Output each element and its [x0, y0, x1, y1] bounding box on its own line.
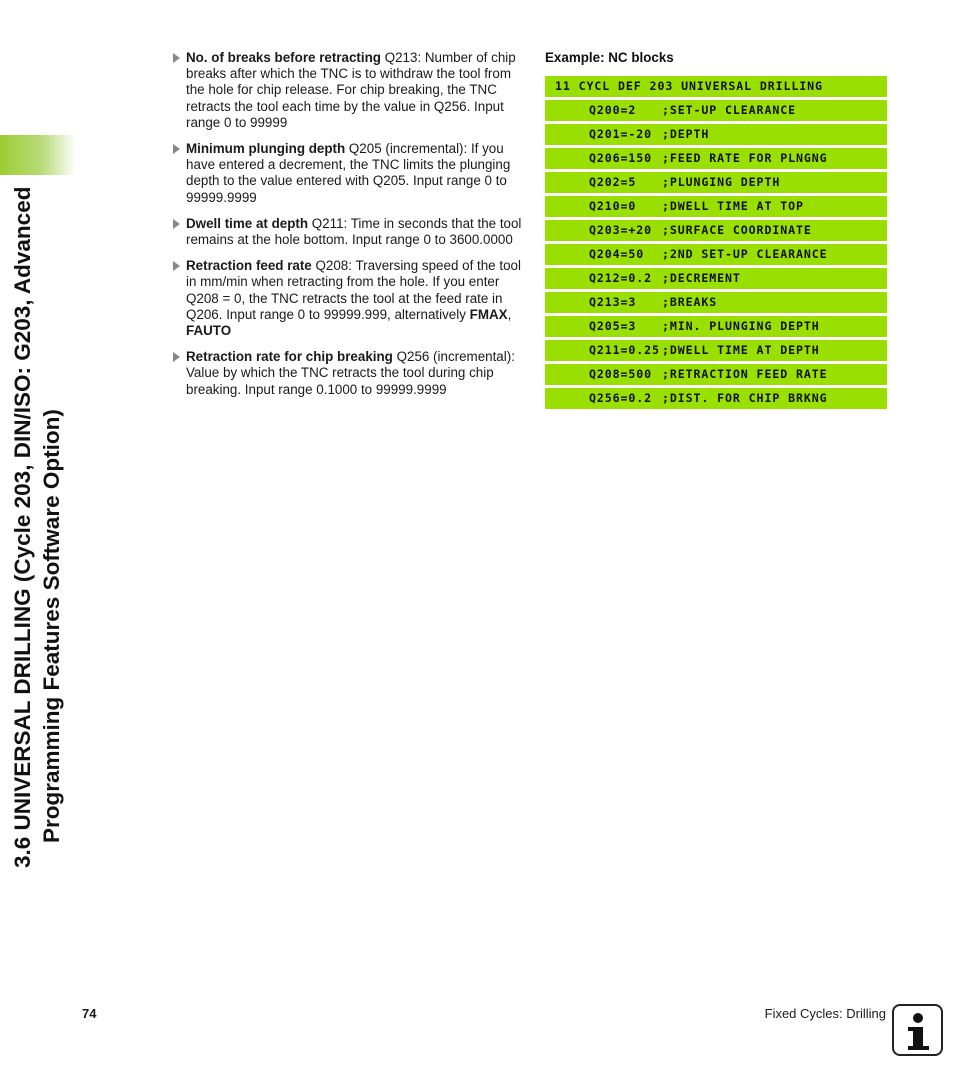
side-title-line-1: 3.6 UNIVERSAL DRILLING (Cycle 203, DIN/ISO: G203, Advanced: [10, 186, 35, 868]
entry-q205: [172, 141, 524, 206]
example-label: Example: NC blocks: [545, 50, 674, 65]
code-param: Q200=2: [589, 103, 637, 117]
code-line: [545, 316, 887, 337]
code-comment: ;BREAKS: [662, 295, 718, 309]
code-comment: ;DECREMENT: [662, 271, 741, 285]
code-comment: ;SURFACE COORDINATE: [662, 223, 812, 237]
code-line: [545, 196, 887, 217]
code-param: Q203=+20: [589, 223, 653, 237]
code-line: [545, 268, 887, 289]
code-comment: ;RETRACTION FEED RATE: [662, 367, 828, 381]
code-comment: ;DWELL TIME AT DEPTH: [662, 343, 820, 357]
entry-q256: [172, 349, 524, 398]
entry-q211: [172, 216, 524, 248]
code-comment: ;SET-UP CLEARANCE: [662, 103, 796, 117]
code-param: Q206=150: [589, 151, 653, 165]
code-line: [545, 124, 887, 145]
triangle-right-icon: [173, 144, 180, 154]
entry-term: Minimum plunging depth: [186, 141, 346, 157]
triangle-right-icon: [173, 219, 180, 229]
entry-term: No. of breaks before retracting: [186, 50, 381, 65]
entry-text: Q208: Traversing speed of the tool in mm/min when retracting from the hole. If you enter Q208 = 0, the TNC retracts the tool at the feed rate in Q206. Input range 0 to 99999.999, alternatively: [186, 258, 521, 322]
page-number: 74: [82, 1006, 97, 1021]
code-param: Q256=0.2: [589, 391, 653, 405]
code-line: [545, 388, 887, 409]
code-comment: ;PLUNGING DEPTH: [662, 175, 781, 189]
code-line: [545, 364, 887, 385]
entry-q208: [172, 258, 524, 339]
code-param: Q213=3: [589, 295, 637, 309]
code-param: Q202=5: [589, 175, 637, 189]
triangle-right-icon: [173, 53, 180, 63]
code-comment: ;MIN. PLUNGING DEPTH: [662, 319, 820, 333]
entry-text: Q256 (incremental): Value by which the TNC retracts the tool during chip breaking. Input range 0.1000 to 99999.9999: [186, 349, 515, 397]
entry-q213: [172, 50, 524, 131]
nc-code-block: [545, 76, 887, 412]
code-line: [545, 292, 887, 313]
entry-term: Dwell time at depth: [186, 215, 309, 231]
code-comment: ;DWELL TIME AT TOP: [662, 199, 804, 213]
code-line: [545, 220, 887, 241]
code-param: Q208=500: [589, 367, 653, 381]
entry-term: Retraction rate for chip breaking: [186, 349, 393, 365]
code-line: [545, 148, 887, 169]
footer-section-title: Fixed Cycles: Drilling: [764, 1006, 886, 1021]
code-param: Q205=3: [589, 319, 637, 333]
keyword-separator: ,: [507, 306, 512, 322]
code-line: [545, 100, 887, 121]
info-icon: [892, 1004, 943, 1056]
parameter-descriptions: [172, 50, 524, 408]
triangle-right-icon: [173, 261, 180, 271]
fauto-keyword: FAUTO: [186, 323, 232, 339]
code-param: Q201=-20: [589, 127, 653, 141]
code-comment: ;FEED RATE FOR PLNGNG: [662, 151, 828, 165]
code-param: Q204=50: [589, 247, 645, 261]
triangle-right-icon: [173, 352, 180, 362]
code-comment: ;DEPTH: [662, 127, 710, 141]
chapter-side-title: [8, 38, 66, 868]
entry-term: Retraction feed rate: [186, 258, 312, 274]
code-line-header: 11 CYCL DEF 203 UNIVERSAL DRILLING: [545, 76, 887, 97]
entry-text: Q205 (incremental): If you have entered a decrement, the TNC limits the plunging depth to the value entered with Q205. Input range 0 to 99999.9999: [186, 141, 511, 205]
entry-text: Q213: Number of chip breaks after which the TNC is to withdraw the tool from the hole for chip release. For chip breaking, the TNC retracts the tool each time by the value in Q256. Input range 0 to 99999: [186, 50, 516, 130]
fmax-keyword: FMAX: [469, 306, 508, 322]
code-comment: ;2ND SET-UP CLEARANCE: [662, 247, 828, 261]
side-title-line-2: Programming Features Software Option): [39, 409, 64, 843]
code-line: [545, 172, 887, 193]
code-line: [545, 244, 887, 265]
entry-text: Q211: Time in seconds that the tool remains at the hole bottom. Input range 0 to 3600.0000: [186, 215, 522, 248]
code-comment: ;DIST. FOR CHIP BRKNG: [662, 391, 828, 405]
code-param: Q212=0.2: [589, 271, 653, 285]
code-param: Q211=0.25: [589, 343, 660, 357]
code-param: Q210=0: [589, 199, 637, 213]
code-line: [545, 340, 887, 361]
